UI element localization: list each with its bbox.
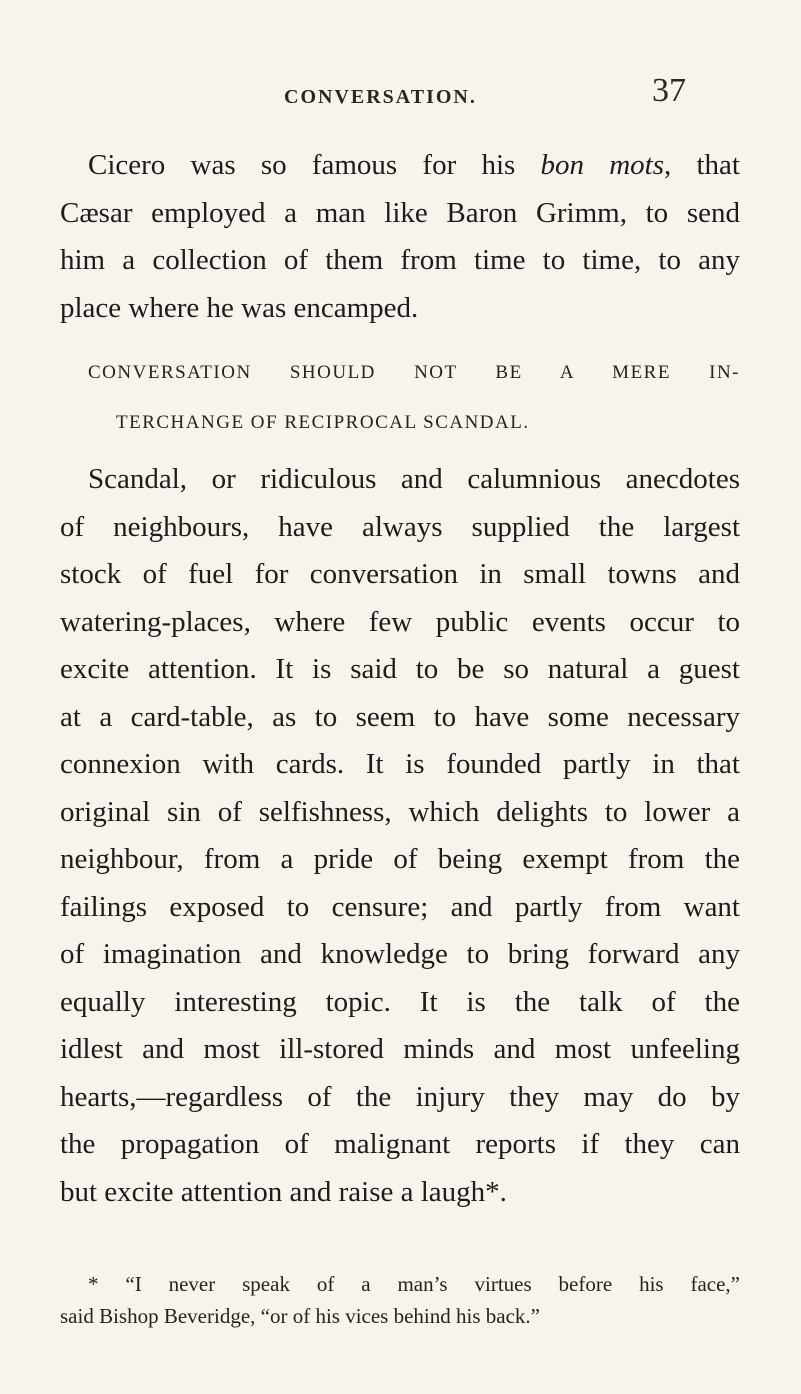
heading-line: CONVERSATION SHOULD NOT BE A MERE IN- [88,362,740,383]
paragraph-line: of neighbours, have always supplied the largest [60,510,740,543]
paragraph-line: the propagation of malignant reports if they can [60,1128,740,1160]
paragraph-scandal [60,456,740,1216]
section-heading [60,348,740,448]
paragraph-line: but excite attention and raise a laugh*. [60,1175,507,1208]
paragraph-line: stock of fuel for conversation in small towns and [60,558,740,590]
paragraph-cicero [60,142,740,332]
paragraph-line: hearts,—regardless of the injury they may do by [60,1080,740,1113]
paragraph-line: of imagination and knowledge to bring forward any [60,938,740,970]
paragraph-line: at a card-table, as to seem to have some necessary [60,700,740,733]
footnote-line: * “I never speak of a man’s virtues before his face,” [88,1272,740,1296]
heading-line: TERCHANGE OF RECIPROCAL SCANDAL. [116,412,530,433]
paragraph-line: place where he was encamped. [60,291,419,324]
paragraph-line: excite attention. It is said to be so natural a guest [60,653,740,685]
paragraph-line: watering-places, where few public events occur to [60,605,740,638]
italic-phrase: bon mots [540,149,665,181]
running-head: CONVERSATION. [284,86,477,108]
page-number: 37 [652,72,686,109]
paragraph-line: Scandal, or ridiculous and calumnious anecdotes [88,463,740,495]
paragraph-line: him a collection of them from time to time, to any [60,244,740,276]
paragraph-line: equally interesting topic. It is the talk of the [60,985,740,1018]
paragraph-line: connexion with cards. It is founded partly in that [60,748,740,780]
footnote [60,1268,740,1332]
footnote-line: said Bishop Beveridge, “or of his vices behind his back.” [60,1304,540,1328]
paragraph-line: failings exposed to censure; and partly from want [60,890,740,923]
paragraph-line: Cicero was so famous for his bon mots, that [88,149,740,181]
paragraph-line: original sin of selfishness, which delights to lower a [60,795,740,828]
paragraph-line: Cæsar employed a man like Baron Grimm, to send [60,196,740,229]
paragraph-line: idlest and most ill-stored minds and most unfeeling [60,1033,740,1065]
paragraph-line: neighbour, from a pride of being exempt from the [60,843,740,875]
